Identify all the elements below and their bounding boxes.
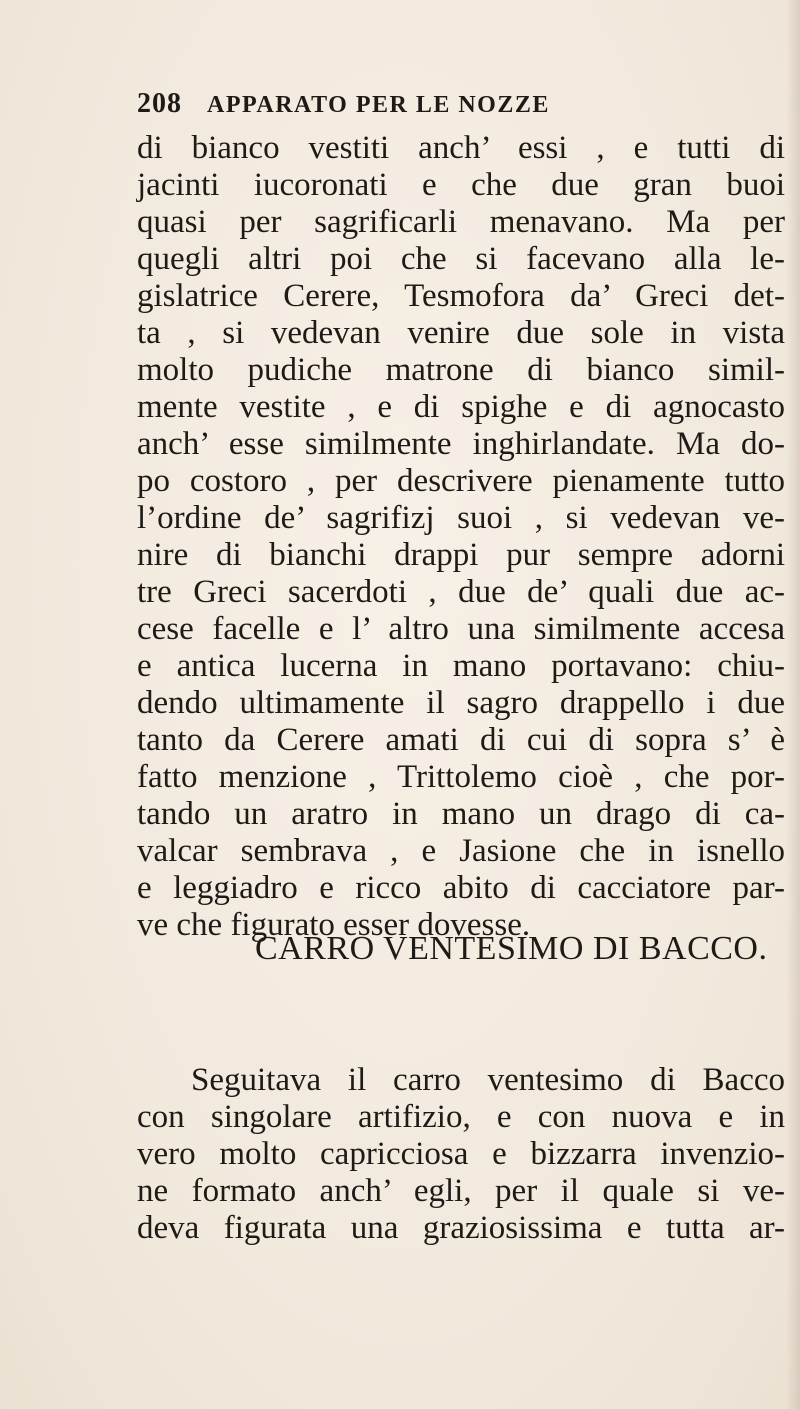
- section-heading: CARRO VENTESIMO DI BACCO.: [255, 930, 768, 967]
- text-line: l’ordine de’ sagrifizj suoi , si vedevan ve-: [137, 500, 785, 536]
- text-line: e leggiadro e ricco abito di cacciatore par-: [137, 870, 785, 906]
- text-line: quegli altri poi che si facevano alla le-: [137, 241, 785, 277]
- running-title: APPARATO PER LE NOZZE: [207, 92, 550, 118]
- text-line: di bianco vestiti anch’ essi , e tutti di: [137, 130, 785, 166]
- text-line: anch’ esse similmente inghirlandate. Ma do-: [137, 426, 785, 462]
- page-number: 208: [137, 88, 182, 119]
- text-line: nire di bianchi drappi pur sempre adorni: [137, 537, 785, 573]
- running-head: [137, 88, 667, 128]
- text-line: ne formato anch’ egli, per il quale si ve-: [137, 1173, 785, 1209]
- text-line: po costoro , per descrivere pienamente tutto: [137, 463, 785, 499]
- text-line: gislatrice Cerere, Tesmofora da’ Greci det-: [137, 278, 785, 314]
- text-line: deva figurata una graziosissima e tutta ar-: [137, 1210, 785, 1246]
- text-line: jacinti iucoronati e che due gran buoi: [137, 167, 785, 203]
- text-line: Seguitava il carro ventesimo di Bacco: [191, 1062, 785, 1098]
- text-line: vero molto capricciosa e bizzarra invenzio-: [137, 1136, 785, 1172]
- text-line: ve che figurato esser dovesse.: [137, 907, 531, 943]
- text-line: quasi per sagrificarli menavano. Ma per: [137, 204, 785, 240]
- text-line: cese facelle e l’ altro una similmente accesa: [137, 611, 785, 647]
- text-line: dendo ultimamente il sagro drappello i due: [137, 685, 785, 721]
- text-line: mente vestite , e di spighe e di agnocasto: [137, 389, 785, 425]
- text-line: tre Greci sacerdoti , due de’ quali due ac-: [137, 574, 785, 610]
- text-line: fatto menzione , Trittolemo cioè , che por-: [137, 759, 785, 795]
- text-line: ta , si vedevan venire due sole in vista: [137, 315, 785, 351]
- page-edge-shadow: [786, 0, 800, 1409]
- text-line: tanto da Cerere amati di cui di sopra s’ è: [137, 722, 785, 758]
- text-line: con singolare artifizio, e con nuova e in: [137, 1099, 785, 1135]
- text-line: valcar sembrava , e Jasione che in isnello: [137, 833, 785, 869]
- text-line: molto pudiche matrone di bianco simil-: [137, 352, 785, 388]
- text-line: e antica lucerna in mano portavano: chiu-: [137, 648, 785, 684]
- text-line: tando un aratro in mano un drago di ca-: [137, 796, 785, 832]
